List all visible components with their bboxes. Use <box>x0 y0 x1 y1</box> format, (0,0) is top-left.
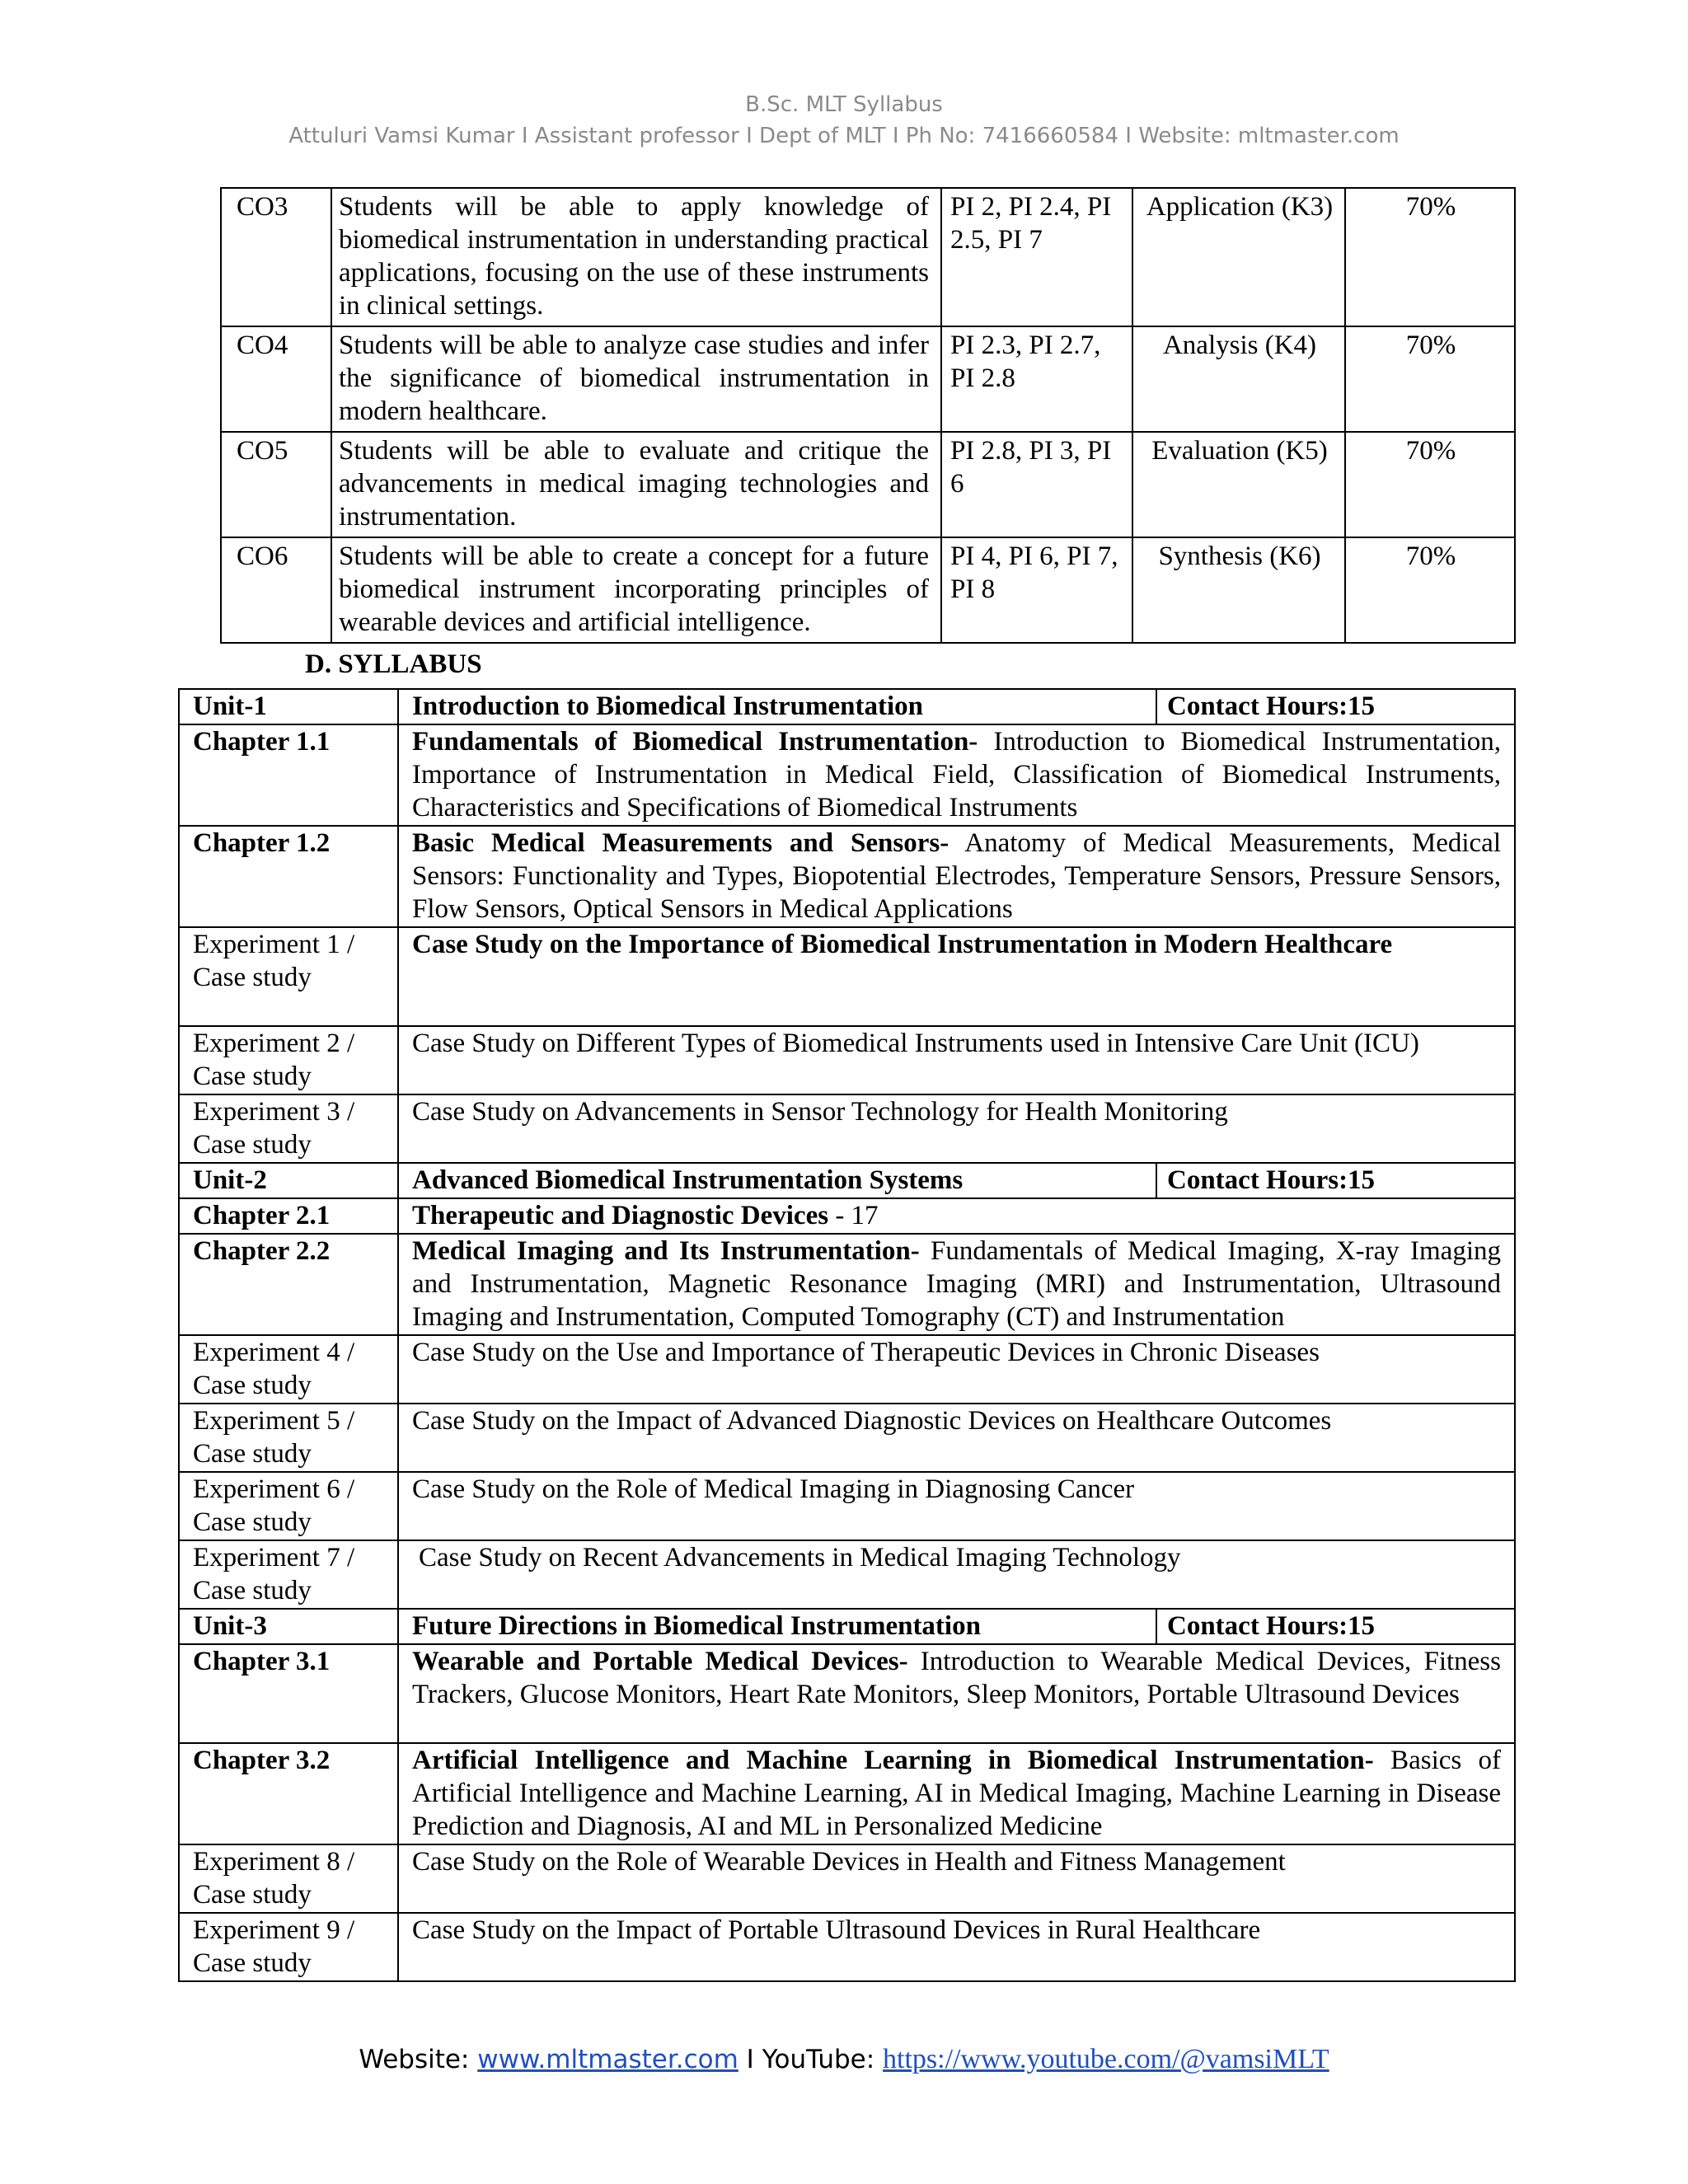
co-code: CO4 <box>221 326 331 432</box>
experiment-label: Experiment 3 / Case study <box>179 1094 398 1163</box>
experiment-label: Experiment 5 / Case study <box>179 1404 398 1472</box>
experiment-text: Case Study on the Importance of Biomedical Instrumentation in Modern Healthcare <box>398 927 1515 1026</box>
footer <box>0 2044 1688 2075</box>
co-level: Analysis (K4) <box>1132 326 1345 432</box>
course-outcomes-table <box>220 187 1516 644</box>
experiment-label: Experiment 1 / Case study <box>179 927 398 1026</box>
contact-hours: Contact Hours:15 <box>1156 1609 1515 1644</box>
chapter-label: Chapter 1.1 <box>179 724 398 826</box>
chapter-topics: - 17 <box>828 1201 879 1230</box>
experiment-text: Case Study on the Impact of Portable Ultrasound Devices in Rural Healthcare <box>398 1913 1515 1981</box>
unit-label: Unit-3 <box>179 1609 398 1644</box>
co-level: Evaluation (K5) <box>1132 432 1345 537</box>
table-row <box>221 537 1515 643</box>
experiment-label: Experiment 6 / Case study <box>179 1472 398 1540</box>
unit-label: Unit-1 <box>179 689 398 724</box>
chapter-row <box>179 826 1515 927</box>
website-link[interactable]: www.mltmaster.com <box>477 2045 738 2074</box>
experiment-text: Case Study on the Role of Medical Imaging in Diagnosing Cancer <box>398 1472 1515 1540</box>
syllabus-table <box>178 688 1516 1982</box>
co-code: CO5 <box>221 432 331 537</box>
unit-header-row <box>179 1609 1515 1644</box>
experiment-text: Case Study on the Impact of Advanced Diagnostic Devices on Healthcare Outcomes <box>398 1404 1515 1472</box>
experiment-label: Experiment 8 / Case study <box>179 1844 398 1913</box>
experiment-text: Case Study on the Role of Wearable Devices in Health and Fitness Management <box>398 1844 1515 1913</box>
experiment-text: Case Study on Recent Advancements in Medical Imaging Technology <box>398 1540 1515 1609</box>
co-code: CO6 <box>221 537 331 643</box>
chapter-content <box>398 1198 1515 1234</box>
experiment-label: Experiment 4 / Case study <box>179 1335 398 1404</box>
experiment-row <box>179 1844 1515 1913</box>
chapter-content <box>398 1644 1515 1743</box>
unit-label: Unit-2 <box>179 1163 398 1198</box>
co-pi: PI 2.8, PI 3, PI 6 <box>941 432 1132 537</box>
chapter-topics: Fundamentals of Medical Imaging, X-ray Imaging and Instrumentation, Magnetic Resonance Imaging (MRI) and Instrumentation, Ultrasound Imaging and Instrumentation, Computed Tomography (CT) and Instrumentation <box>412 1236 1502 1332</box>
table-row <box>221 326 1515 432</box>
chapter-content <box>398 724 1515 826</box>
experiment-row <box>179 1913 1515 1981</box>
contact-hours: Contact Hours:15 <box>1156 1163 1515 1198</box>
chapter-row <box>179 1644 1515 1743</box>
co-pi: PI 2, PI 2.4, PI 2.5, PI 7 <box>941 188 1132 326</box>
co-description: Students will be able to apply knowledge of biomedical instrumentation in understanding practical applications, focusing on the use of these instruments in clinical settings. <box>331 188 941 326</box>
chapter-content <box>398 1234 1515 1335</box>
chapter-label: Chapter 3.2 <box>179 1743 398 1844</box>
table-row <box>221 432 1515 537</box>
chapter-label: Chapter 2.2 <box>179 1234 398 1335</box>
header-title: B.Sc. MLT Syllabus <box>745 92 943 117</box>
experiment-row <box>179 927 1515 1026</box>
chapter-topics: Basics of Artificial Intelligence and Machine Learning, AI in Medical Imaging, Machine Learning in Disease Prediction and Diagnosis, AI and ML in Personalized Medicine <box>412 1746 1501 1841</box>
table-row <box>221 188 1515 326</box>
chapter-heading: Fundamentals of Biomedical Instrumentation- <box>412 727 978 757</box>
co-code: CO3 <box>221 188 331 326</box>
chapter-heading: Therapeutic and Diagnostic Devices <box>412 1201 829 1230</box>
chapter-row <box>179 724 1515 826</box>
chapter-label: Chapter 1.2 <box>179 826 398 927</box>
chapter-row <box>179 1198 1515 1234</box>
chapter-heading: Artificial Intelligence and Machine Learning in Biomedical Instrumentation- <box>412 1746 1374 1775</box>
footer-separator: I YouTube: <box>738 2045 884 2074</box>
co-target: 70% <box>1345 326 1515 432</box>
chapter-content <box>398 1743 1515 1844</box>
co-target: 70% <box>1345 188 1515 326</box>
experiment-row <box>179 1472 1515 1540</box>
co-target: 70% <box>1345 432 1515 537</box>
unit-header-row <box>179 689 1515 724</box>
chapter-row <box>179 1743 1515 1844</box>
youtube-link[interactable]: https://www.youtube.com/@vamsiMLT <box>883 2044 1329 2074</box>
experiment-row <box>179 1335 1515 1404</box>
chapter-row <box>179 1234 1515 1335</box>
chapter-content <box>398 826 1515 927</box>
chapter-topics: Introduction to Biomedical Instrumentation, Importance of Instrumentation in Medical Field, Classification of Biomedical Instruments, Characteristics and Specifications of Biomedical Instruments <box>412 727 1502 823</box>
experiment-text: Case Study on Advancements in Sensor Technology for Health Monitoring <box>398 1094 1515 1163</box>
experiment-text: Case Study on the Use and Importance of Therapeutic Devices in Chronic Diseases <box>398 1335 1515 1404</box>
unit-title: Introduction to Biomedical Instrumentation <box>398 689 1156 724</box>
header-author-line: Attuluri Vamsi Kumar I Assistant professor I Dept of MLT I Ph No: 7416660584 I Website: mltmaster.com <box>288 124 1400 148</box>
unit-header-row <box>179 1163 1515 1198</box>
chapter-heading: Basic Medical Measurements and Sensors- <box>412 828 950 858</box>
co-level: Application (K3) <box>1132 188 1345 326</box>
unit-title: Future Directions in Biomedical Instrumentation <box>398 1609 1156 1644</box>
experiment-row <box>179 1026 1515 1094</box>
experiment-text: Case Study on Different Types of Biomedical Instruments used in Intensive Care Unit (ICU) <box>398 1026 1515 1094</box>
experiment-row <box>179 1404 1515 1472</box>
experiment-label: Experiment 2 / Case study <box>179 1026 398 1094</box>
experiment-label: Experiment 7 / Case study <box>179 1540 398 1609</box>
chapter-topics: Anatomy of Medical Measurements, Medical Sensors: Functionality and Types, Biopotential Electrodes, Temperature Sensors, Pressure Sensors, Flow Sensors, Optical Sensors in Medical Applications <box>412 828 1502 924</box>
experiment-row <box>179 1094 1515 1163</box>
section-title: D. SYLLABUS <box>305 649 482 679</box>
co-target: 70% <box>1345 537 1515 643</box>
chapter-heading: Wearable and Portable Medical Devices- <box>412 1647 908 1676</box>
co-pi: PI 4, PI 6, PI 7, PI 8 <box>941 537 1132 643</box>
contact-hours: Contact Hours:15 <box>1156 689 1515 724</box>
experiment-label: Experiment 9 / Case study <box>179 1913 398 1981</box>
chapter-label: Chapter 2.1 <box>179 1198 398 1234</box>
chapter-heading: Medical Imaging and Its Instrumentation- <box>412 1236 920 1266</box>
co-level: Synthesis (K6) <box>1132 537 1345 643</box>
co-description: Students will be able to evaluate and critique the advancements in medical imaging technologies and instrumentation. <box>331 432 941 537</box>
co-description: Students will be able to create a concept for a future biomedical instrument incorporating principles of wearable devices and artificial intelligence. <box>331 537 941 643</box>
chapter-topics: Introduction to Wearable Medical Devices, Fitness Trackers, Glucose Monitors, Heart Rate Monitors, Sleep Monitors, Portable Ultrasound Devices <box>412 1647 1501 1709</box>
chapter-label: Chapter 3.1 <box>179 1644 398 1743</box>
co-description: Students will be able to analyze case studies and infer the significance of biomedical instrumentation in modern healthcare. <box>331 326 941 432</box>
co-pi: PI 2.3, PI 2.7, PI 2.8 <box>941 326 1132 432</box>
experiment-row <box>179 1540 1515 1609</box>
unit-title: Advanced Biomedical Instrumentation Systems <box>398 1163 1156 1198</box>
footer-website-label: Website: <box>359 2045 478 2074</box>
